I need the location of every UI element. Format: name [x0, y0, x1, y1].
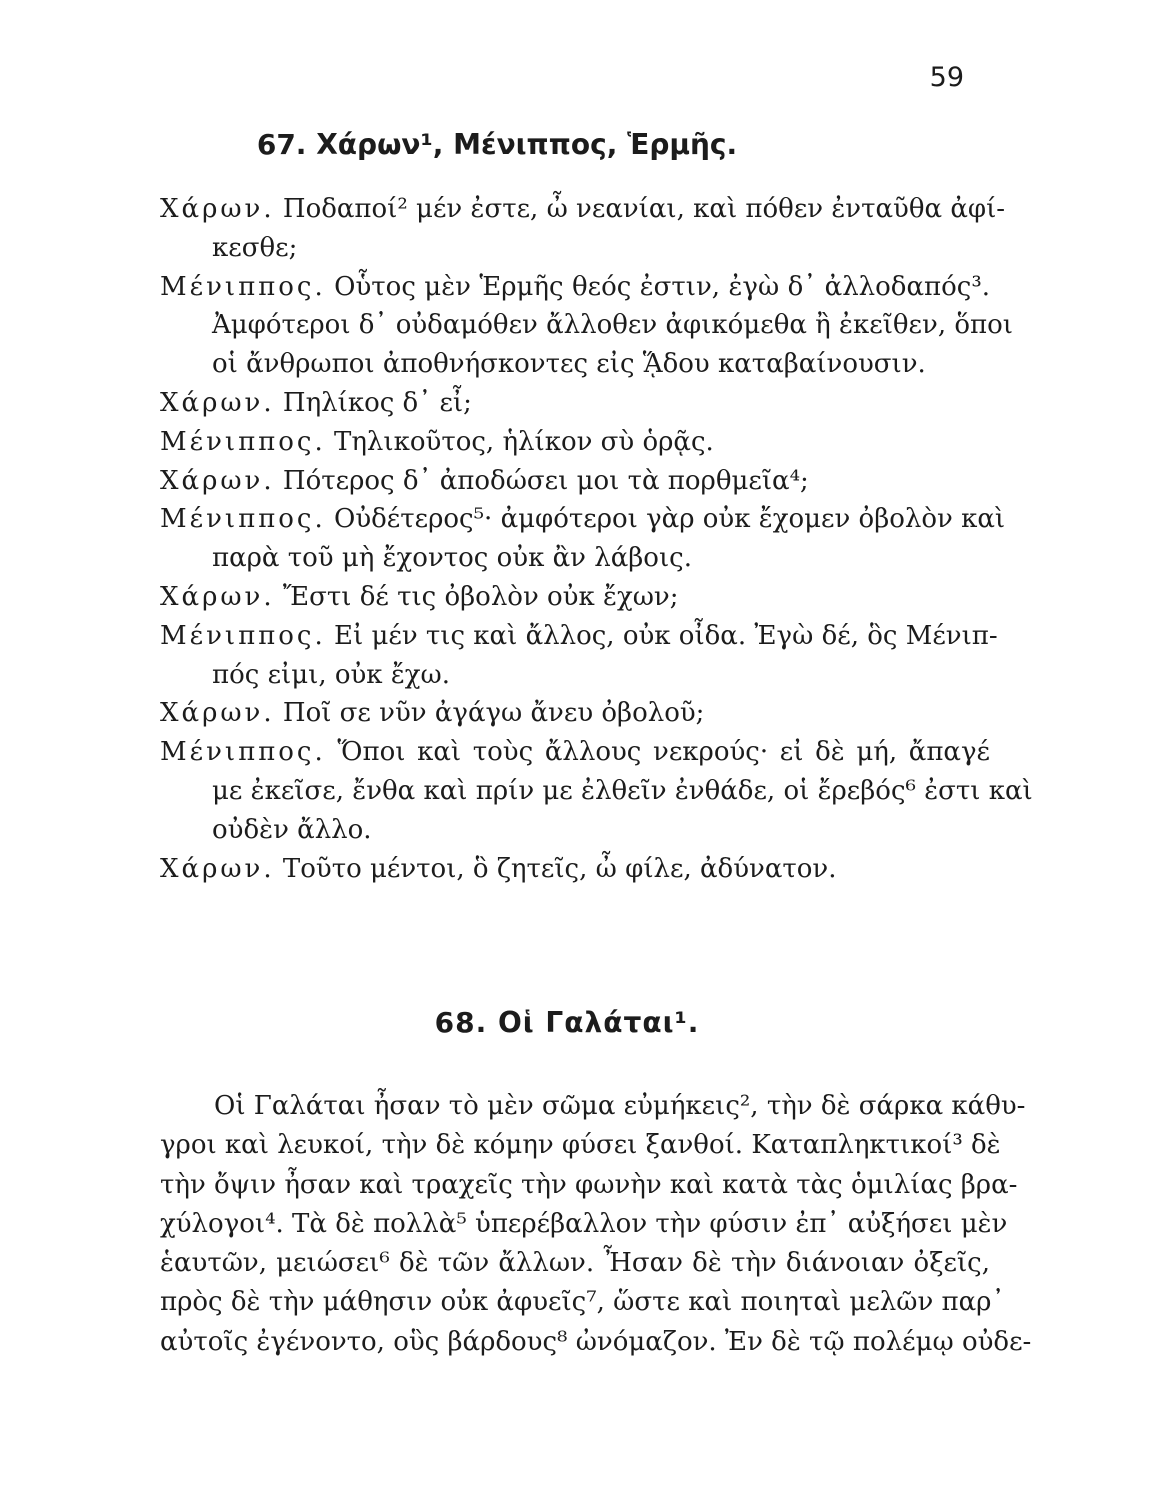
speaker-label: Μένιππος.: [160, 737, 326, 768]
speaker-label: Μένιππος.: [160, 271, 326, 302]
section-67-title: Χάρων¹, Μένιππος, Ἑρμῆς.: [316, 128, 738, 161]
speaker-label: Χάρων.: [160, 194, 275, 224]
dialogue-text: Οὐδέτερος⁵· ἀμφότεροι γὰρ οὐκ ἔχομεν ὀβολὸν καὶ: [334, 504, 1006, 535]
dialogue-line: [160, 423, 990, 462]
dialogue-line: [160, 578, 990, 617]
section-68-number: 68.: [434, 1006, 488, 1039]
speaker-label: Μένιππος.: [160, 620, 326, 651]
dialogue-line: [160, 811, 990, 850]
speaker-label: Χάρων.: [160, 465, 275, 496]
section-68-heading: [0, 1006, 1144, 1039]
dialogue-text: Ἔστι δέ τις ὀβολὸν οὐκ ἔχων;: [282, 581, 679, 612]
dialogue-text: Πότερος δ᾽ ἀποδώσει μοι τὰ πορθμεῖα⁴;: [282, 465, 809, 496]
speaker-label: Μένιππος.: [160, 504, 326, 535]
dialogue-text: Ποῖ σε νῦν ἀγάγω ἄνευ ὀβολοῦ;: [282, 698, 705, 729]
speaker-label: Χάρων.: [160, 698, 275, 729]
dialogue-line: [160, 617, 998, 656]
prose-line: τὴν ὄψιν ἦσαν καὶ τραχεῖς τὴν φωνὴν καὶ κατὰ τὰς ὁμιλίας βρα-: [160, 1169, 1018, 1200]
section-68-title: Οἱ Γαλάται¹.: [497, 1006, 700, 1039]
prose-line: αὐτοῖς ἐγένοντο, οὓς βάρδους⁸ ὠνόμαζον. Ἐν δὲ τῷ πολέμῳ οὐδε-: [160, 1326, 1032, 1357]
prose-line: Οἱ Γαλάται ἦσαν τὸ μὲν σῶμα εὐμήκεις², τὴν δὲ σάρκα κάθυ-: [214, 1091, 1026, 1121]
dialogue-line: [160, 656, 990, 695]
dialogue-line: [160, 500, 1006, 539]
dialogue-text: Ἀμφότεροι δ᾽ οὐδαμόθεν ἄλλοθεν ἀφικόμεθα ἢ ἐκεῖθεν, ὅποι: [212, 310, 1013, 341]
dialogue-text: κεσθε;: [212, 232, 298, 263]
dialogue-text: με ἐκεῖσε, ἔνθα καὶ πρίν με ἐλθεῖν ἐνθάδε, οἱ ἔρεβός⁶ ἐστι καὶ: [212, 775, 1033, 806]
section-67-number: 67.: [256, 128, 307, 161]
dialogue-line: [160, 462, 990, 501]
dialogue-text: παρὰ τοῦ μὴ ἔχοντος οὐκ ἂν λάβοις.: [212, 543, 692, 574]
speaker-label: Μένιππος.: [160, 426, 326, 457]
dialogue-text: Ὅποι καὶ τοὺς ἄλλους νεκρούς· εἰ δὲ μή, ἄπαγέ: [337, 737, 991, 768]
speaker-label: Χάρων.: [160, 581, 275, 612]
prose-line: γροι καὶ λευκοί, τὴν δὲ κόμην φύσει ξανθοί. Καταπληκτικοί³ δὲ: [160, 1130, 1001, 1161]
dialogue-text: Τηλικοῦτος, ἡλίκον σὺ ὁρᾷς.: [334, 426, 714, 457]
dialogue-text: Πηλίκος δ᾽ εἶ;: [282, 387, 472, 418]
dialogue-line: [160, 733, 990, 772]
speaker-label: Χάρων.: [160, 853, 275, 884]
dialogue-text: Οὗτος μὲν Ἑρμῆς θεός ἐστιν, ἐγὼ δ᾽ ἀλλοδαπός³.: [334, 271, 991, 302]
dialogue-line: [160, 190, 1006, 229]
dialogue-line: [160, 539, 990, 578]
dialogue-text: οἱ ἄνθρωποι ἀποθνήσκοντες εἰς ᾍδου καταβαίνουσιν.: [212, 349, 926, 380]
dialogue-text: Τοῦτο μέντοι, ὃ ζητεῖς, ὦ φίλε, ἀδύνατον.: [282, 853, 837, 884]
dialogue-line: [160, 229, 990, 268]
prose-line: χύλογοι⁴. Τὰ δὲ πολλὰ⁵ ὑπερέβαλλον τὴν φύσιν ἐπ᾽ αὐξήσει μὲν: [160, 1208, 1008, 1239]
dialogue-line: [160, 384, 990, 423]
page-number: 59: [929, 62, 964, 93]
dialogue-line: [160, 345, 990, 384]
prose-line: ἑαυτῶν, μειώσει⁶ δὲ τῶν ἄλλων. Ἦσαν δὲ τὴν διάνοιαν ὀξεῖς,: [160, 1248, 990, 1279]
dialogue-text: πός εἰμι, οὐκ ἔχω.: [212, 659, 450, 690]
prose-line: πρὸς δὲ τὴν μάθησιν οὐκ ἀφυεῖς⁷, ὥστε καὶ ποιηταὶ μελῶν παρ᾽: [160, 1287, 1005, 1318]
dialogue-text: Ποδαποί² μέν ἐστε, ὦ νεανίαι, καὶ πόθεν ἐνταῦθα ἀφί-: [282, 194, 1006, 224]
dialogue-line: [160, 694, 990, 733]
section-68-body: [160, 1087, 1032, 1362]
dialogue-text: Εἰ μέν τις καὶ ἄλλος, οὐκ οἶδα. Ἐγὼ δέ, ὃς Μένιπ-: [334, 620, 998, 651]
dialogue-line: [160, 268, 990, 307]
dialogue-line: [160, 850, 990, 889]
dialogue-line: [160, 306, 1013, 345]
speaker-label: Χάρων.: [160, 387, 275, 418]
section-67-heading: [0, 128, 1074, 161]
section-67-dialogue: [160, 190, 1033, 888]
dialogue-line: [160, 772, 1033, 811]
dialogue-text: οὐδὲν ἄλλο.: [212, 814, 372, 845]
